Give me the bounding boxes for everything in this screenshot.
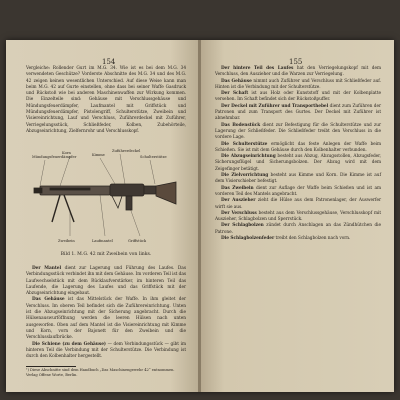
paragraph-schiene-body: — dem Verbindungsstück — gibt im hinteren Teil die Verbindung mit der Schulterstütze. Die Verbindung ist durch den Kolbenhalter hergestellt. xyxy=(26,341,186,360)
right-item-lead: Der Verschluss xyxy=(221,210,257,216)
right-item xyxy=(215,223,381,236)
right-item-lead: Die Zielvorrichtung xyxy=(221,173,269,179)
paragraph-gehaeuse xyxy=(26,297,186,341)
right-item-lead: Die Schlagbolzenfeder xyxy=(221,236,275,242)
machine-gun-figure xyxy=(30,148,180,248)
right-item-lead: Das Bodenstück xyxy=(221,122,261,128)
right-item-lead: Das Zweibein xyxy=(221,185,254,191)
paragraph-mantel-body: dient zur Lagerung und Führung des Laufes. Das Verbindungsstück verbindet ihn mit dem Gehäuse. Im vorderen Teil ist das Laufwechselstück mit dem Rücklaufverstärker, im hinteren Teil das Laufende, die Lagerung des Laufes und das Griffstück mit der Abzugseinrichtung eingebaut. xyxy=(26,266,186,297)
right-item xyxy=(215,154,381,173)
footnote: ¹) Diese Abschnitte sind dem Handbuch „Das Maschinengewehr 42“ entnommen. Verlag Offene Worte, Berlin. xyxy=(26,368,175,377)
right-item-text: besteht aus Kimme und Korn. Die Kimme ist auf dem Visierschieber befestigt. xyxy=(215,173,381,185)
right-item-text: dient zur Befestigung für die Schulterstütze und zur Lagerung der Schließfeder. Die Schließfeder treibt den Verschluss in die vordere Lage. xyxy=(215,122,381,141)
right-page xyxy=(201,40,394,392)
book-spread xyxy=(6,40,394,392)
right-item xyxy=(215,211,381,224)
right-item-text: ist aus Holz oder Kunststoff und mit der Kolbenplatte versehen. Im Schaft befindet sich der Rückstoßpuffer. xyxy=(215,91,381,103)
right-item xyxy=(215,79,381,92)
right-item-lead: Der Deckel mit Zuführer und Transporthebel xyxy=(221,103,329,109)
figure-label-2: Korn xyxy=(62,151,71,155)
paragraph-gehaeuse-lead: Das Gehäuse xyxy=(32,297,65,303)
right-item-text: besteht aus dem Verschlussgehäuse, Verschlusskopf mit Auszieher, Schlagbolzen und Sperrstück. xyxy=(215,210,381,223)
right-item-lead: Der Schaft xyxy=(221,91,249,97)
right-item-text: besteht aus Abzug, Abzugsstollen, Abzugsfeder, Sicherungsflügel und Sicherungsbolzen. Der Abzug wird mit dem Zeigefinger betätigt. xyxy=(215,154,382,172)
right-item xyxy=(215,186,381,199)
left-paragraph-1: Vergleiche: Rollender Gurt im M.G. 34. Wie ist es bei dem M.G. 34 verwendeten Geschütze? Vorderste Abschnitte des M.G. 34 und des M.G. 42 zeigen keinen wesentlichen Unterschied. Auf diese Weise kann man beim M.G. 42 auf Gurte einstellen, ohne dass bei seiner Waffe Gasdruck und Rückstoß wie bei anderen Maschinenwaffen zur Wirkung kommen. Die Einzelteile sind: Gehäuse mit Verschlussgehäuse und Mündungsfeuerdämpfer, Laufmantel mit Griffstück und Mündungsfeuerdämpfer, Pistolengriff, Schulterstütze, Zweibein und Visiereinrichtung, Lauf und Verschluss, Zuführerdeckel mit Zuführer, Verriegelungsstück, Schließfeder, Kolben, Zubehörteile, Abzugseinrichtung, Zielfernrohr und Verschlusskopf. xyxy=(26,66,186,134)
right-item-text: ermöglicht das feste Anlegen der Waffe beim Schießen. Sie ist mit dem Gehäuse durch den Kolbenhalter verbunden. xyxy=(215,141,381,153)
left-paragraphs-2 xyxy=(26,266,186,360)
figure-label-6: Zweibein xyxy=(58,239,75,243)
footnote-rule xyxy=(26,366,76,367)
right-item-lead: Das Gehäuse xyxy=(221,78,252,84)
right-item xyxy=(215,173,381,186)
right-item-text: zündet durch Anschlagen an das Zündhütchen die Patrone. xyxy=(215,223,381,235)
right-item xyxy=(215,123,381,142)
right-item-lead: Die Abzugseinrichtung xyxy=(221,154,276,160)
right-item-lead: Der hintere Teil des Laufes xyxy=(221,66,294,71)
paragraph-gehaeuse-body: ist das Mittelstück der Waffe. In ihm gleitet der Verschluss. Im oberen Teil befindet sich die Zuführereinrichtung. Unten ist die Abzugseinrichtung mit der Sicherung angebracht. Durch die Hülsenauswurföffnung werden die leeren Hülsen nach unten ausgeworfen. Oben auf dem Mantel ist die Visiereinrichtung mit Kimme und Korn, vorn der Bajonett für den Zweibein und die Verschlusslaufbrücke. xyxy=(26,297,186,341)
right-item xyxy=(215,236,381,242)
right-item-text: treibt den Schlagbolzen nach vorn. xyxy=(274,236,351,242)
figure-caption: Bild 1. M.G. 42 mit Zweibein von links. xyxy=(60,252,152,257)
paragraph-mantel xyxy=(26,266,186,297)
paragraph-mantel-lead: Der Mantel xyxy=(32,266,62,271)
figure-label-3: Kimme xyxy=(92,153,105,157)
left-page xyxy=(6,40,199,392)
right-item xyxy=(215,142,381,155)
paragraph-schiene-lead: Die Schiene (zu dem Gehäuse) xyxy=(32,341,106,347)
page-number-left: 154 xyxy=(102,58,116,66)
figure-label-7: Laufmantel xyxy=(92,239,113,243)
paragraph-schiene xyxy=(26,342,186,361)
right-item xyxy=(215,66,381,79)
right-item xyxy=(215,91,381,104)
right-item xyxy=(215,104,381,123)
right-page-text xyxy=(215,66,381,242)
page-number-right: 155 xyxy=(289,58,303,66)
right-item-text: zieht die Hülse aus dem Patronenlager, der Auswerfer wirft sie aus. xyxy=(215,198,381,210)
right-item-lead: Der Schlagbolzen xyxy=(221,223,264,229)
right-item-lead: Der Auszieher xyxy=(221,198,256,204)
right-item-text: nimmt auch Zuführer und Verschluss mit Schließfeder auf. Hinten ist die Verbindung mit der Schulterstütze. xyxy=(215,78,381,90)
right-item-text: hat den Verriegelungskopf mit dem Verschluss, den Auszieher und die Warzen zur Verriegelung. xyxy=(215,66,381,78)
right-item-text: dient zur Auflage der Waffe beim Schießen und ist am vorderen Teil des Mantels angebracht. xyxy=(215,185,381,197)
right-item-text: dient zum Zuführen der Patronen und zum Transport des Gurtes. Der Deckel mit Zuführer ist abnehmbar. xyxy=(215,103,381,122)
figure-label-5: Schulterstütze xyxy=(140,155,167,159)
figure-label-8: Griffstück xyxy=(128,239,147,243)
figure-label-4: Zuführerdeckel xyxy=(112,149,141,153)
right-item xyxy=(215,198,381,211)
figure-label-1: Mündungsfeuerdämpfer xyxy=(32,155,77,159)
right-item-lead: Die Schulterstütze xyxy=(221,141,268,147)
